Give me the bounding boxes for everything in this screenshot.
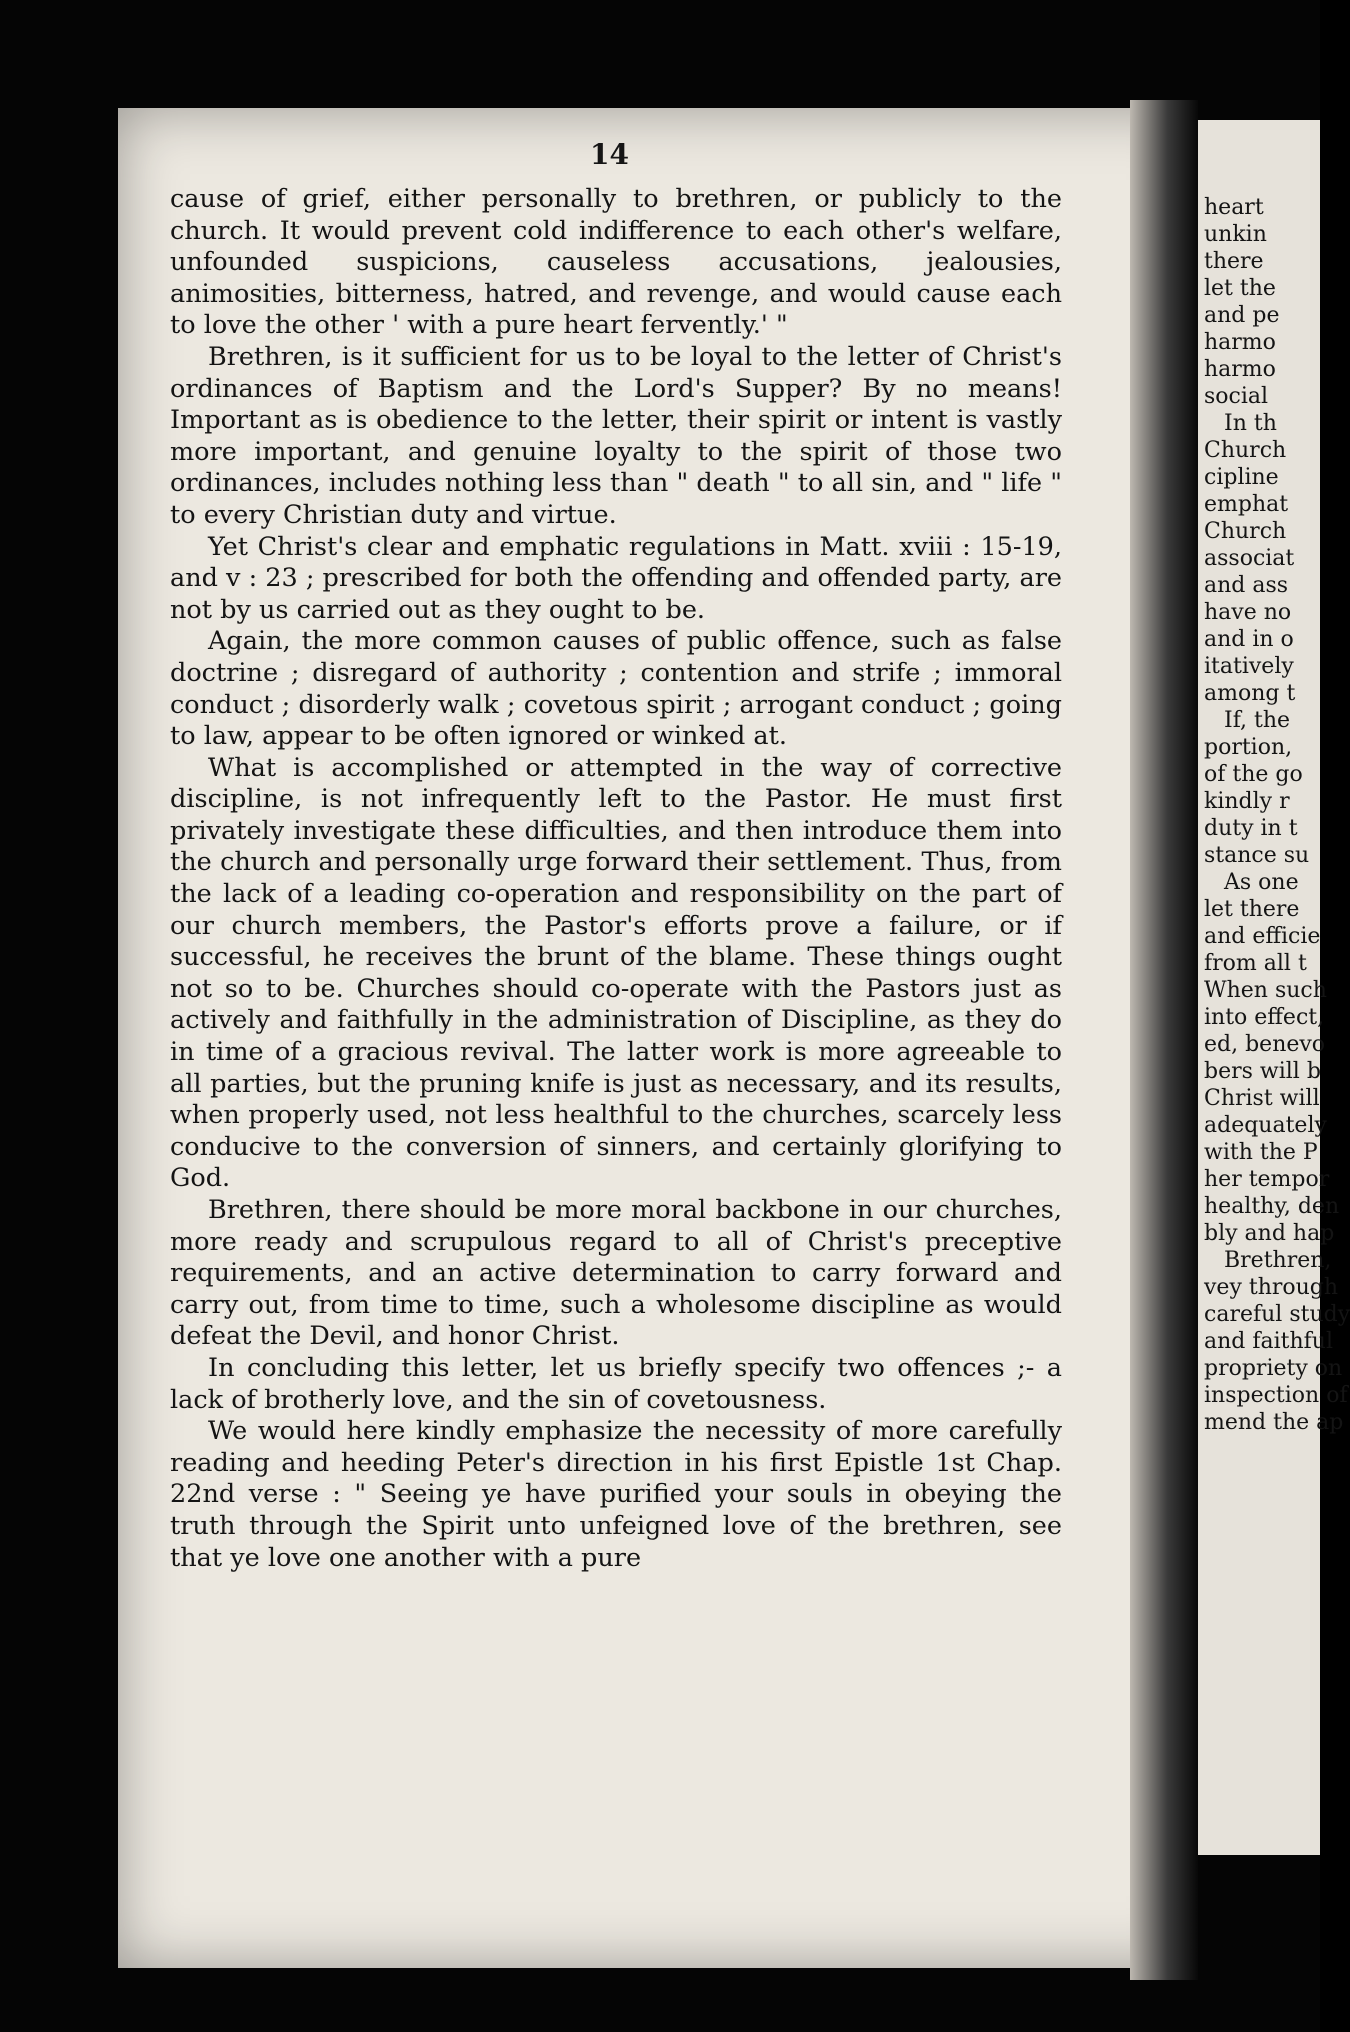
paragraph: Brethren, there should be more moral backbone in our churches, more ready and scrupulous regard to all of Christ's preceptive requirements, and an active determination to carry forward and carry out, from time to time, such a wholesome discipline as would defeat the Devil, and honor Christ. [170, 1195, 1062, 1352]
facing-line: and in o [1204, 627, 1294, 652]
facing-line: As one [1224, 870, 1299, 895]
facing-line: there [1204, 249, 1264, 274]
facing-line: among t [1204, 681, 1296, 706]
facing-line: When such [1204, 978, 1327, 1003]
facing-line: propriety on [1204, 1356, 1343, 1381]
facing-line: into effect, [1204, 1005, 1325, 1030]
facing-line: harmo [1204, 330, 1276, 355]
facing-line: careful study [1204, 1302, 1350, 1327]
paragraph: In concluding this letter, let us briefly specify two offences ;- a lack of brotherly love, and the sin of covetousness. [170, 1352, 1062, 1415]
facing-line: cipline [1204, 465, 1279, 490]
paragraph: We would here kindly emphasize the necessity of more carefully reading and heeding Peter's direction in his first Epistle 1st Chap. 22nd verse : " Seeing ye have purified your souls in obeying the truth through the Spirit unto unfeigned love of the brethren, see that ye love one another with a pure [170, 1416, 1062, 1573]
book-gutter [1130, 100, 1198, 1980]
facing-line: have no [1204, 600, 1292, 625]
facing-line: and faithful [1204, 1329, 1334, 1354]
facing-line: from all t [1204, 951, 1307, 976]
facing-line: of the go [1204, 762, 1303, 787]
page-number: 14 [590, 138, 629, 171]
facing-line: In th [1224, 411, 1277, 436]
facing-line: and ass [1204, 573, 1289, 598]
facing-line: If, the [1224, 708, 1291, 733]
facing-line: vey through [1204, 1275, 1339, 1300]
paragraph: Again, the more common causes of public offence, such as false doctrine ; disregard of authority ; contention and strife ; immoral conduct ; disorderly walk ; covetous spirit ; arrogant conduct ; going to law, appear to be often ignored or winked at. [170, 626, 1062, 752]
facing-line: inspection of [1204, 1383, 1348, 1408]
facing-line: and pe [1204, 303, 1280, 328]
facing-line: associat [1204, 546, 1295, 571]
facing-line: social [1204, 384, 1269, 409]
facing-line: Christ will [1204, 1086, 1320, 1111]
paragraph: Yet Christ's clear and emphatic regulations in Matt. xviii : 15-19, and v : 23 ; prescribed for both the offending and offended party, are not by us carried out as they ought to be. [170, 531, 1062, 625]
paragraph: cause of grief, either personally to brethren, or publicly to the church. It would prevent cold indifference to each other's welfare, unfounded suspicions, causeless accusations, jealousies, animosities, bitterness, hatred, and revenge, and would cause each to love the other ' with a pure heart fervently.' " [170, 184, 1062, 341]
facing-line: adequately [1204, 1113, 1327, 1138]
facing-line: stance su [1204, 843, 1310, 868]
facing-line: ed, benevo [1204, 1032, 1326, 1057]
facing-line: harmo [1204, 357, 1276, 382]
main-text-block [170, 184, 1062, 1574]
facing-line: let the [1204, 276, 1276, 301]
facing-line: healthy, den [1204, 1194, 1340, 1219]
facing-line: itatively [1204, 654, 1294, 679]
facing-line: with the P [1204, 1140, 1318, 1165]
facing-line: bly and hap [1204, 1221, 1335, 1246]
paragraph: What is accomplished or attempted in the way of corrective discipline, is not infrequently left to the Pastor. He must first privately investigate these difficulties, and then introduce them into the church and personally urge forward their settlement. Thus, from the lack of a leading co-operation and responsibility on the part of our church members, the Pastor's efforts prove a failure, or if successful, he receives the brunt of the blame. These things ought not so to be. Churches should co-operate with the Pastors just as actively and faithfully in the administration of Discipline, as they do in time of a gracious revival. The latter work is more agreeable to all parties, but the pruning knife is just as necessary, and its results, when properly used, not less healthful to the churches, scarcely less conducive to the conversion of sinners, and certainly glorifying to God. [170, 752, 1062, 1194]
facing-line: let there [1204, 897, 1300, 922]
facing-page [1198, 120, 1350, 1855]
facing-line: unkin [1204, 222, 1267, 247]
facing-line: mend the ap [1204, 1410, 1344, 1435]
paragraph: Brethren, is it sufficient for us to be loyal to the letter of Christ's ordinances of Baptism and the Lord's Supper? By no means! Important as is obedience to the letter, their spirit or intent is vastly more important, and genuine loyalty to the spirit of those two ordinances, includes nothing less than " death " to all sin, and " life " to every Christian duty and virtue. [170, 341, 1062, 530]
facing-line: her tempor [1204, 1167, 1330, 1192]
facing-line: and efficie [1204, 924, 1321, 949]
facing-line: Church [1204, 519, 1287, 544]
facing-line: duty in t [1204, 816, 1298, 841]
facing-line: portion, [1204, 735, 1293, 760]
facing-line: Church [1204, 438, 1287, 463]
facing-line: kindly r [1204, 789, 1290, 814]
facing-line: Brethren, [1224, 1248, 1332, 1273]
facing-page-text [1204, 194, 1350, 1436]
facing-line: bers will b [1204, 1059, 1321, 1084]
facing-line: emphat [1204, 492, 1289, 517]
facing-line: heart [1204, 195, 1264, 220]
